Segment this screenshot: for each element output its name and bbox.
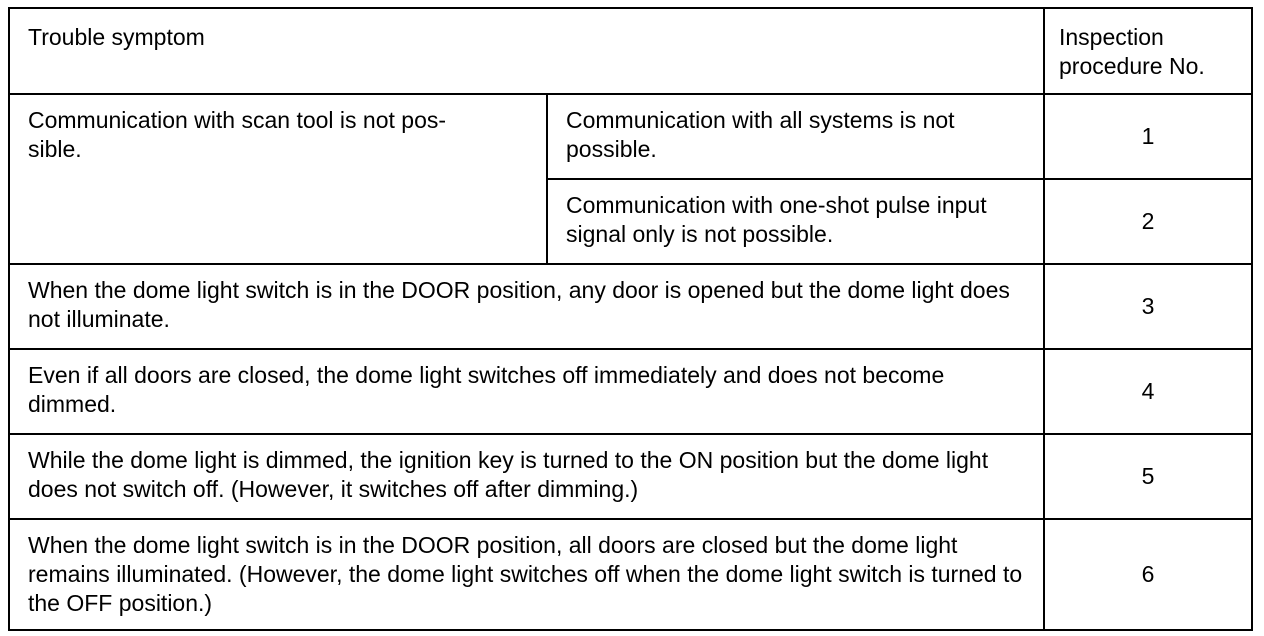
table-row — [9, 349, 1252, 434]
procedure-number: 1 — [1044, 94, 1252, 179]
trouble-symptom-header: Trouble symptom — [9, 8, 1044, 94]
table-row — [9, 434, 1252, 519]
table-row — [9, 264, 1252, 349]
table-row — [9, 519, 1252, 630]
procedure-number: 2 — [1044, 179, 1252, 264]
inspection-header-line1: Inspection — [1059, 24, 1164, 50]
symptom-cell: Communication with scan tool is not pos- sible. — [9, 94, 547, 264]
trouble-symptom-table — [8, 7, 1253, 631]
procedure-number: 4 — [1044, 349, 1252, 434]
symptom-cell: When the dome light switch is in the DOOR position, any door is opened but the dome light does not illuminate. — [9, 264, 1044, 349]
inspection-procedure-header — [1044, 8, 1252, 94]
symptom-cell: While the dome light is dimmed, the ignition key is turned to the ON position but the dome light does not switch off. (However, it switches off after dimming.) — [9, 434, 1044, 519]
table-header-row — [9, 8, 1252, 94]
inspection-header-line2: procedure No. — [1059, 53, 1205, 79]
procedure-number: 6 — [1044, 519, 1252, 630]
procedure-number: 5 — [1044, 434, 1252, 519]
symptom-cell: Even if all doors are closed, the dome light switches off immediately and does not become dimmed. — [9, 349, 1044, 434]
sub-symptom-cell: Communication with one-shot pulse input signal only is not possible. — [547, 179, 1044, 264]
table-row — [9, 94, 1252, 179]
sub-symptom-cell: Communication with all systems is not possible. — [547, 94, 1044, 179]
procedure-number: 3 — [1044, 264, 1252, 349]
symptom-cell: When the dome light switch is in the DOOR position, all doors are closed but the dome light remains illuminated. (However, the dome light switches off when the dome light switch is turned to the OFF position.) — [9, 519, 1044, 630]
